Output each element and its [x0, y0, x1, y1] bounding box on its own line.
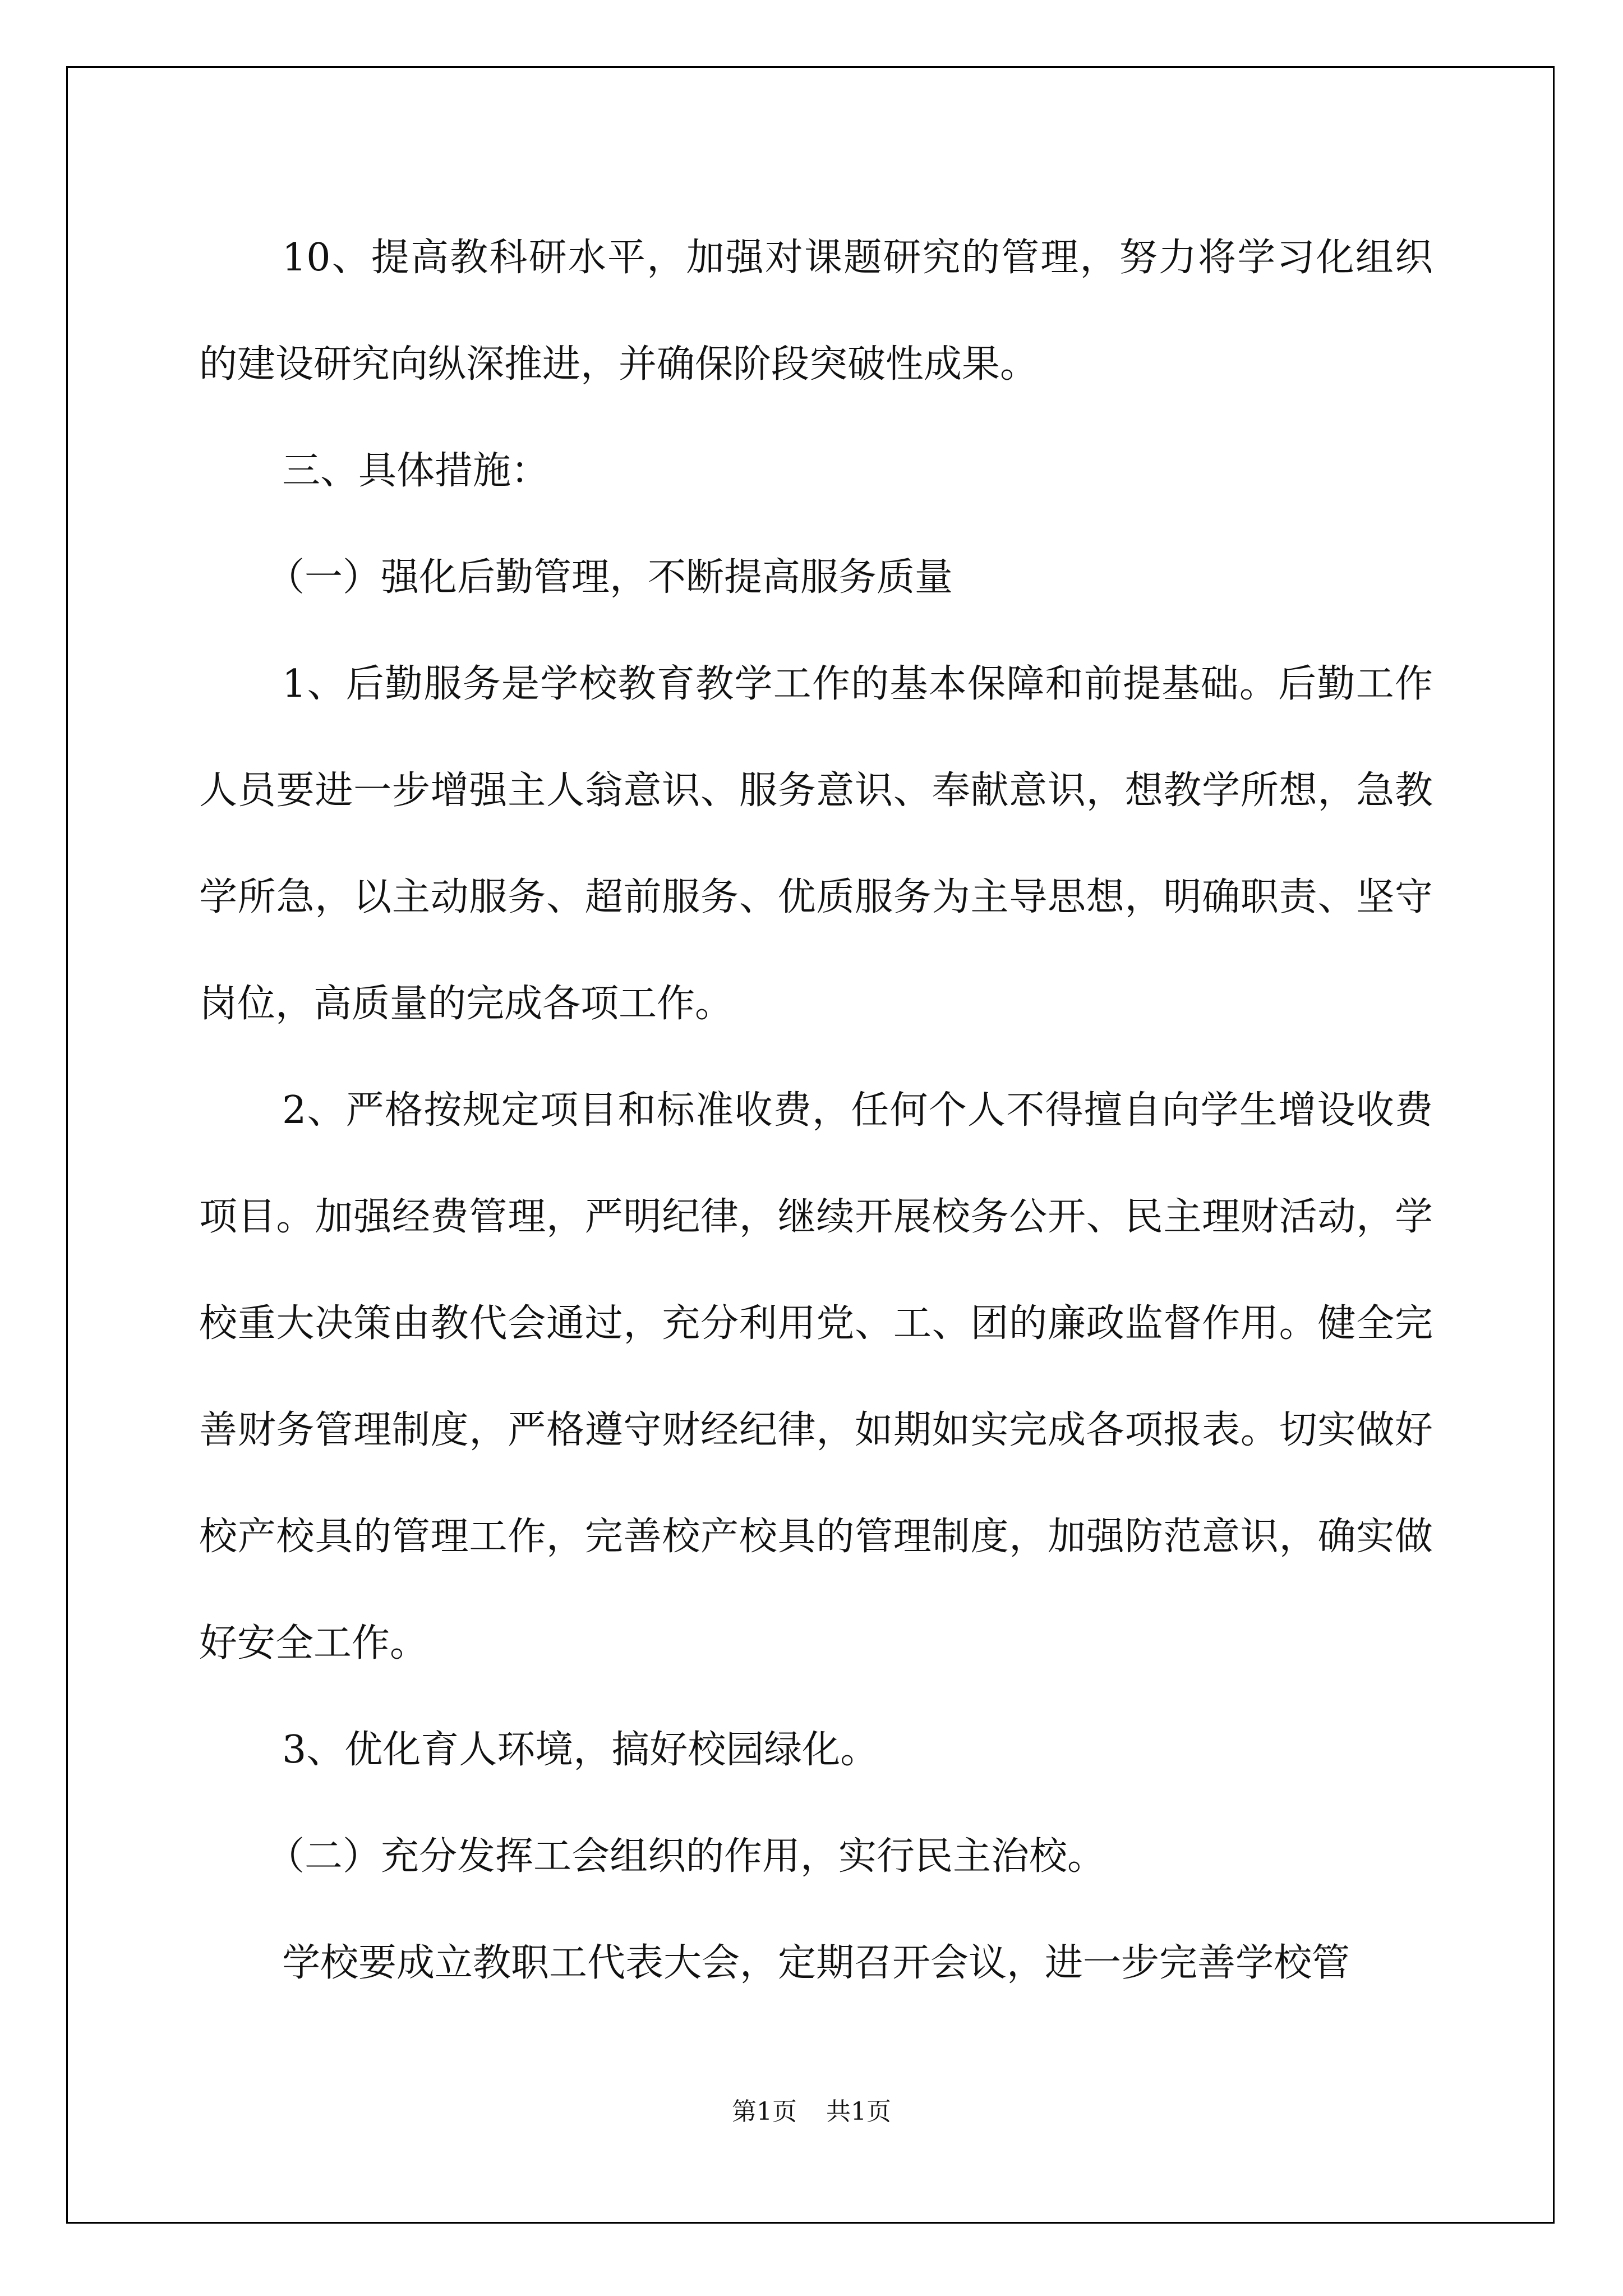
paragraph-logistics-3: 3、优化育人环境，搞好校园绿化。	[282, 1728, 879, 1772]
page-number-total: 共1页	[826, 2097, 891, 2126]
document-body	[199, 205, 1433, 2017]
page-number-current: 第1页	[732, 2097, 797, 2126]
paragraph-item-10: 10、提高教科研水平，加强对课题研究的管理，努力将学习化组织的建设研究向纵深推进，并确保阶段突破性成果。	[199, 236, 1433, 386]
section-heading-measures: 三、具体措施：	[282, 449, 550, 493]
subsection-heading-logistics: （一）强化后勤管理，不断提高服务质量	[266, 555, 953, 600]
subsection-heading-union: （二）充分发挥工会组织的作用，实行民主治校。	[266, 1834, 1106, 1879]
page-footer	[0, 2095, 1623, 2129]
paragraph-union: 学校要成立教职工代表大会，定期召开会议，进一步完善学校管	[282, 1941, 1350, 1985]
paragraph-logistics-2: 2、严格按规定项目和标准收费，任何个人不得擅自向学生增设收费项目。加强经费管理，严明纪律，继续开展校务公开、民主理财活动，学校重大决策由教代会通过，充分利用党、工、团的廉政监督作用。健全完善财务管理制度，严格遵守财经纪律，如期如实完成各项报表。切实做好校产校具的管理工作，完善校产校具的管理制度，加强防范意识，确实做好安全工作。	[199, 1088, 1433, 1665]
paragraph-logistics-1: 1、后勤服务是学校教育教学工作的基本保障和前提基础。后勤工作人员要进一步增强主人翁意识、服务意识、奉献意识，想教学所想，急教学所急，以主动服务、超前服务、优质服务为主导思想，明确职责、坚守岗位，高质量的完成各项工作。	[199, 662, 1433, 1026]
